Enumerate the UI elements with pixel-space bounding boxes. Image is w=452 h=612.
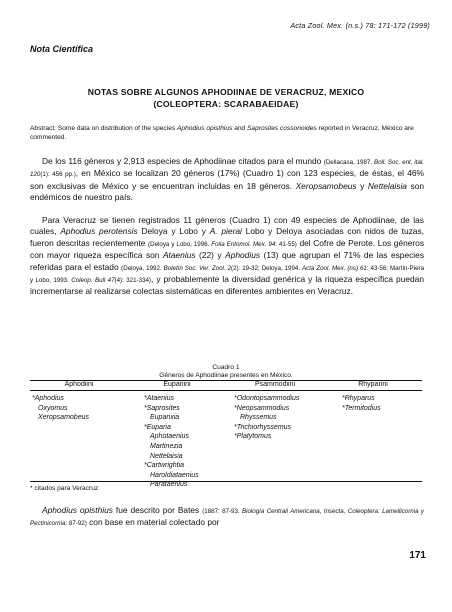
citation-journal: Acta Zool. Mex. (ns) 61 [302,264,367,272]
table-bottom-rule [30,481,422,482]
paragraph-3 [30,505,424,530]
table-cell: *Euparia [144,423,171,431]
abstract-text: reported in Veracruz, México are commented. [30,125,414,141]
species-name: Aphodius perotensis [60,226,138,237]
abstract-text: Some data on distribution of the species [56,125,177,132]
genus-name: Xeropsamobeus [295,180,357,191]
paragraph-text: y [356,180,368,191]
table-column-rhyparini [324,391,422,490]
journal-citation: Acta Zool. Mex. (n.s.) 78: 171-172 (1999) [290,21,430,30]
citation: (1887: 87-93. [202,508,242,515]
genera-table [30,380,422,490]
section-label: Nota Científica [30,44,94,54]
table-cell: Parataenius [150,481,188,489]
table-cell: *Trichiorhyssemus [234,423,292,431]
species-name: A. pierai [209,226,242,237]
table-cell: *Neopsammodius [234,404,290,412]
table-cell: Haroldiataenius [150,471,199,479]
article-title [30,86,422,110]
table-caption [30,364,422,381]
paragraph-text: , en México se localizan 20 géneros (17%) (Cuadro 1) con 123 especies, de éstas, el 46% son exclusivas de México y se encuentran incluidas en 18 géneros. [30,168,424,191]
citation: : 43-56; Martín-Piera y Lobo, 1993. [30,264,425,285]
species-name: Aphodius opisthius [42,505,113,515]
paragraph-text: , y probablemente la diversidad genérica y la riqueza específica puedan incrementarse al realizarse colectas sistemáticas en diferentes ambientes en Veracruz. [30,274,425,297]
table-label: Cuadro 1 [212,364,240,371]
paragraph-text: fue descrito por Bates [112,505,203,515]
paragraph-text: Para Veracruz se tienen registrados 11 géneros (Cuadro 1) con 49 especies de Aphodiinae, de las cuales, [30,215,424,237]
table-header: Aphodiini [30,380,128,391]
table-footnote: * citados para Veracruz [30,485,99,492]
citation-journal: Biología Centrali Americana, Insecta, Coleoptera: Lamellicornia y Pectinicornia [30,508,425,528]
genus-name: Nettelaisia [367,180,407,191]
paragraph-text: son endémicos de nuestro país. [30,180,425,203]
table-cell: Aphotaenius [150,433,189,441]
table-title: Géneros de Aphodiinae presentes en México. [159,372,293,380]
citation-journal: Boll. Soc. ent. ital. 120 [30,159,424,179]
table-column-eupariini [128,391,226,490]
table-column-psammodiini [226,391,324,490]
table-cell: Nettelaisia [150,452,183,460]
citation: (Dellacasa, 1987. [323,159,374,166]
title-line-1: NOTAS SOBRE ALGUNOS APHODIINAE DE VERACRUZ, MEXICO [87,87,365,97]
table-row [30,391,422,490]
title-line-2: (COLEOPTERA: SCARABAEIDAE) [153,99,299,109]
table-header: Eupariini [128,380,226,391]
citation-journal: Folia Entomol. Mex. 94 [211,240,276,248]
table-cell: *Platytomus [234,433,272,441]
citation-journal: Boletín Soc. Ver. Zool. 2 [163,264,232,272]
page-number: 171 [409,550,426,561]
abstract-lead: Abstract: [30,125,57,132]
citation: : 87-92) [65,520,87,528]
citation: : 41-55) [275,240,297,248]
table-cell: Martinezia [150,442,183,450]
table-cell: *Odontopsammodius [234,395,300,402]
table-cell: *Ataenius [144,395,174,402]
table-cell: *Termitodius [342,404,381,412]
table-cell: Oxyomus [38,404,68,412]
table-header-row [30,380,422,391]
table-header: Psammodiini [226,380,324,391]
paragraph-text: del Cofre de Perote. Los géneros con mayor riqueza específica son [30,237,425,261]
paragraph-text: Deloya y Lobo y [137,226,210,237]
paragraph-text: (13) que agrupan el 71% de las especies referidas para el estado [30,250,425,272]
table-header: Rhyparini [324,380,422,391]
citation: (2): 19-32; Deloya, 1994. [231,264,303,272]
paragraph-text: Lobo y Deloya asociadas con nidos de tuzas, fueron descritas recientemente [30,226,424,248]
abstract-species: Saprosites cossonoides [247,125,317,132]
paragraph-text: con base en material colectado por [86,517,220,528]
paragraph-1 [30,156,424,204]
table-cell: Euparixia [150,414,180,422]
table-column-aphodiini [30,391,128,490]
citation: (Deloya y Lobo, 1996. [148,240,212,248]
citation: (Deloya, 1992. [121,264,164,272]
citation-journal: Coleop. Bull 47 [71,277,115,285]
abstract-text: and [232,125,248,132]
genus-name: Ataenius [162,250,196,261]
citation: (4): 321-334) [114,277,151,285]
table-cell: *Cartwrightia [144,462,185,470]
paragraph-text: De los 116 géneros y 2,913 especies de Aphodiinae citados para el mundo [42,156,324,166]
table-cell: *Saprosites [144,404,180,412]
citation: (1): 456 pp.) [40,171,76,179]
paragraph-text: (22) y [195,250,226,261]
table-cell: *Aphodius [32,395,64,402]
table-cell: *Rhyparus [342,395,375,402]
abstract [30,125,426,142]
genus-name: Aphodius [225,250,261,261]
table-cell: Xeropsamobeus [38,414,89,422]
table-cell: Rhyssemus [240,414,277,422]
abstract-species: Aphodius opisthius [177,125,233,132]
paragraph-2 [30,215,424,298]
